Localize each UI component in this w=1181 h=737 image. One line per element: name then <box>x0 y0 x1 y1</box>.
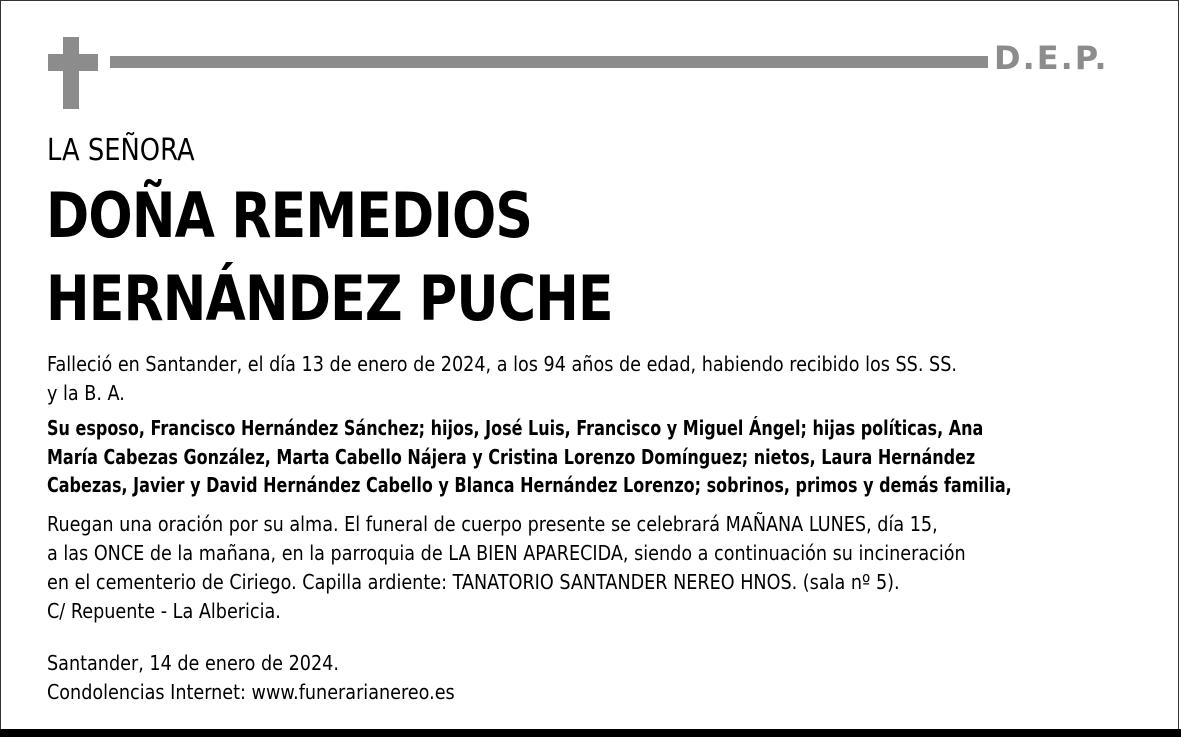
place-date-paragraph <box>47 649 455 707</box>
family-line: Su esposo, Francisco Hernández Sánchez; hijos, José Luis, Francisco y Miguel Ángel; hijas políticas, Ana <box>47 416 984 440</box>
bottom-rule <box>0 729 1181 737</box>
family-line: María Cabezas González, Marta Cabello Nájera y Cristina Lorenzo Domínguez; nietos, Laura Hernández <box>47 444 976 469</box>
funeral-paragraph <box>47 510 966 626</box>
cross-icon-arm <box>48 54 98 71</box>
funeral-line: en el cementerio de Ciriego. Capilla ardiente: TANATORIO SANTANDER NEREO HNOS. (sala nº 5). <box>47 570 900 594</box>
condolences-line: Condolencias Internet: www.funerarianereo.es <box>47 680 455 704</box>
funeral-line: C/ Repuente - La Albericia. <box>47 599 281 623</box>
death-paragraph <box>47 350 957 408</box>
deceased-name-line-1: DOÑA REMEDIOS <box>46 179 533 252</box>
title-prefix: LA SEÑORA <box>47 133 195 168</box>
deceased-name-line-2: HERNÁNDEZ PUCHE <box>46 262 613 335</box>
cross-icon <box>63 37 79 109</box>
funeral-line: a las ONCE de la mañana, en la parroquia de LA BIEN APARECIDA, siendo a continuación su incineración <box>47 541 966 565</box>
dep-label: D.E.P. <box>994 39 1109 77</box>
place-date-line: Santander, 14 de enero de 2024. <box>47 651 339 675</box>
death-line: y la B. A. <box>47 381 125 405</box>
family-paragraph <box>47 414 1012 500</box>
funeral-line: Ruegan una oración por su alma. El funeral de cuerpo presente se celebrará MAÑANA LUNES, día 15, <box>47 512 938 536</box>
family-line: Cabezas, Javier y David Hernández Cabello y Blanca Hernández Lorenzo; sobrinos, primos y demás familia, <box>47 473 1012 497</box>
death-line: Falleció en Santander, el día 13 de enero de 2024, a los 94 años de edad, habiendo recibido los SS. SS. <box>47 352 957 376</box>
header-rule <box>110 56 988 68</box>
